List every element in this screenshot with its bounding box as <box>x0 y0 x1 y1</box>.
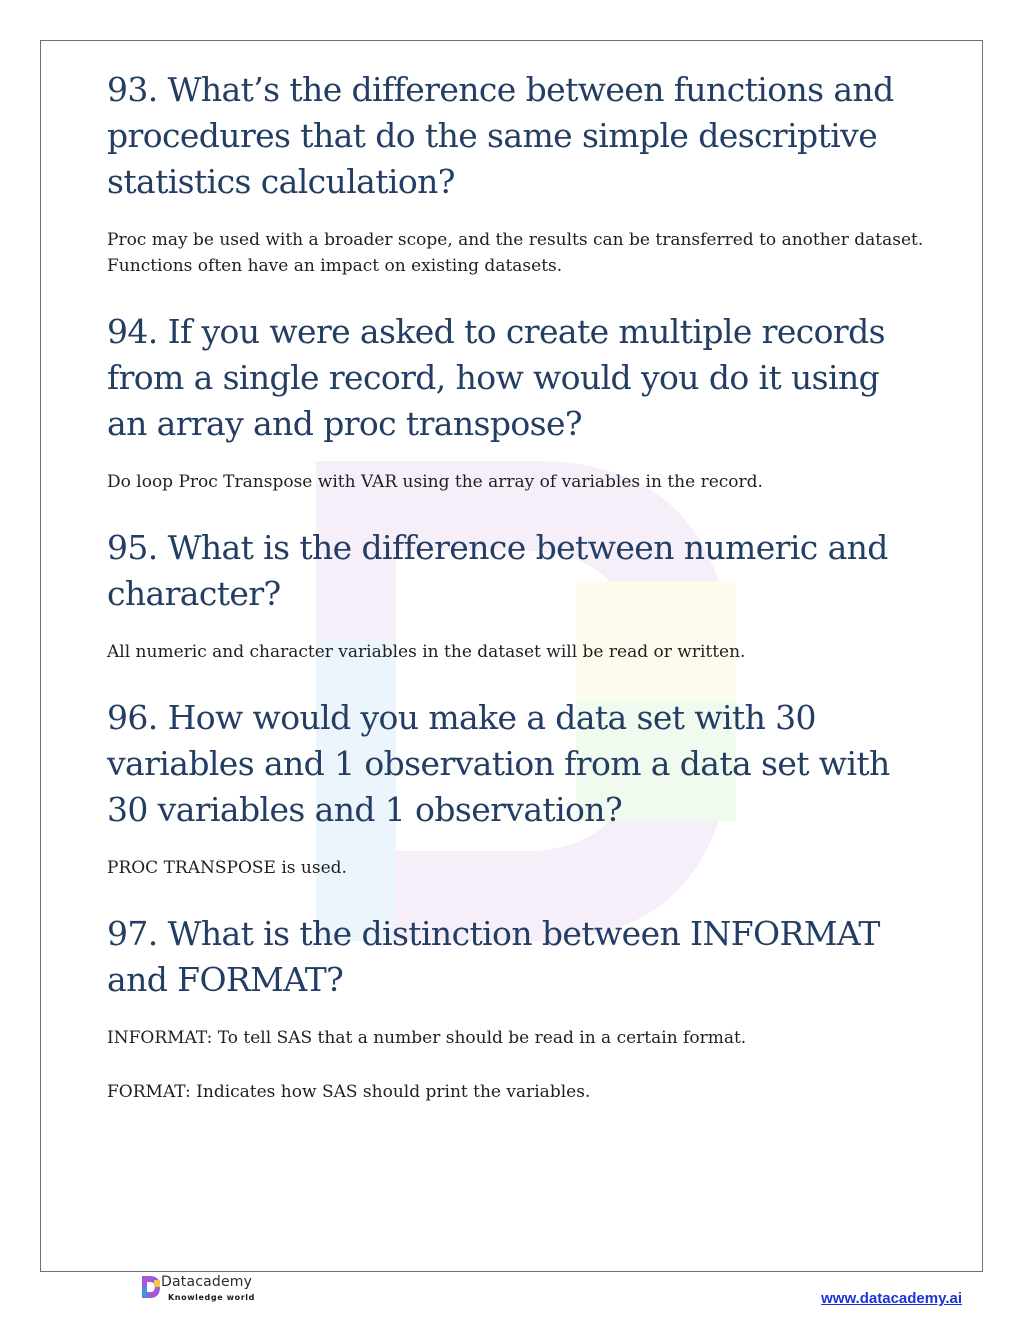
website-link[interactable]: www.datacademy.ai <box>821 1290 962 1307</box>
question-heading: 93. What’s the difference between functions and procedures that do the same simple descriptive statistics calculation? <box>107 70 894 201</box>
question-heading: 96. How would you make a data set with 30 variables and 1 observation from a data set with 30 variables and 1 observation? <box>107 698 890 829</box>
answer-text: Proc may be used with a broader scope, and the results can be transferred to another dataset. Functions often have an impact on existing datasets. <box>107 230 924 276</box>
answer-text: PROC TRANSPOSE is used. <box>107 858 347 878</box>
qa-item-93 <box>107 67 927 279</box>
answer-text: INFORMAT: To tell SAS that a number should be read in a certain format. <box>107 1028 747 1048</box>
question-heading: 95. What is the difference between numeric and character? <box>107 528 888 613</box>
qa-item-94 <box>107 309 927 495</box>
qa-content <box>107 67 927 1105</box>
question-heading: 94. If you were asked to create multiple records from a single record, how would you do it using an array and proc transpose? <box>107 312 885 443</box>
logo-text: Datacademy <box>161 1274 253 1290</box>
qa-item-96 <box>107 695 927 881</box>
answer-text: All numeric and character variables in the dataset will be read or written. <box>107 642 746 662</box>
answer-text: FORMAT: Indicates how SAS should print the variables. <box>107 1082 591 1102</box>
question-heading: 97. What is the distinction between INFORMAT and FORMAT? <box>107 914 880 999</box>
answer-text: Do loop Proc Transpose with VAR using the array of variables in the record. <box>107 472 763 492</box>
page-frame <box>40 40 983 1272</box>
logo-tagline: Knowledge world <box>168 1293 255 1302</box>
footer-logo <box>141 1273 271 1309</box>
datacademy-logo-icon <box>141 1275 161 1299</box>
qa-item-97 <box>107 911 927 1105</box>
qa-item-95 <box>107 525 927 665</box>
